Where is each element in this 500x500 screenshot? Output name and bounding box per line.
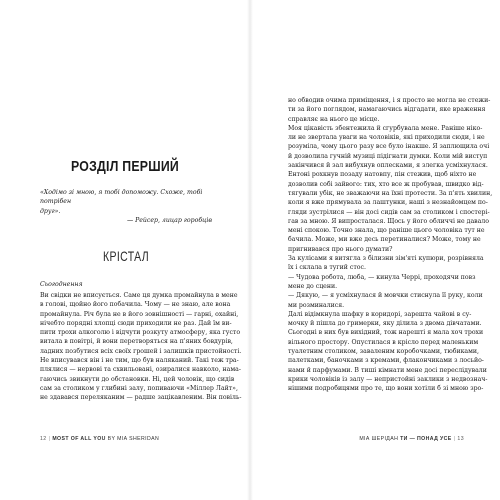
body-line: коли я вже прямувала за лаштунки, наші з незнайомцем по- [288, 199, 488, 207]
body-text [288, 96, 493, 394]
body-line: ми розминалися. [288, 301, 345, 309]
body-line: палетками, баночками з кремами, флакончиками з лосьйо- [288, 357, 484, 365]
chapter-title: РОЗДІЛ ПЕРШИЙ [70, 158, 180, 175]
body-line: гаючись звикнути до обстановки. Ні, цей чоловік, що сидів [40, 375, 235, 383]
body-line: Моя цікавість збентежила й сгурбувала мене. Раніше ніко- [288, 124, 483, 132]
section-subheading: Сьогоднення [40, 281, 83, 288]
body-text [40, 291, 242, 403]
body-line: нічебто порядні хлопці сюди приходили не раз. Дай їм ви- [40, 319, 232, 327]
body-line: промайнула. Річ була не в його зовнішності — гарні, охайні, [40, 310, 239, 318]
epigraph-line: «Ходімо зі мною, я тобі допоможу. Схоже, тобі потрібен [40, 189, 203, 206]
epigraph-attribution: — Рейсер, лицар горобців [126, 217, 212, 224]
body-line: бачила. Може, ми вже десь перетиналися? Може, тому не [288, 236, 481, 244]
body-line: й дозволила гучній музиці підігнати думки. Коли мій виступ [288, 152, 488, 160]
body-line: ти за його поглядом, намагаючись відгадати, яке враження [288, 106, 486, 114]
body-line: Ентоні рохкнув позаду натовпу, пін стежив, щоб ніхто не [288, 171, 477, 179]
body-line: туалетним столиком, заваленим коробочками, тюбиками, [288, 348, 480, 356]
body-line: тягували убік, не зважаючи на їхні протести. За п'ять хвилин, [288, 189, 493, 197]
footer-author: BY MIA SHERIDAN [107, 436, 160, 442]
body-line: їх і склала в тугий стос. [288, 264, 366, 272]
body-line: Далі відімкнула шафку в коридорі, зарешта чайові в су- [288, 310, 472, 318]
body-line: пригнивався про нього думати? [288, 245, 393, 253]
body-line: розуміла, чому цього разу все було інакше. Я заплющила очі [288, 143, 490, 151]
page-footer: 12 | MOST OF ALL YOU BY MIA SHERIDAN [40, 436, 160, 442]
body-line: витала в повітрі, й вони перетворяться на п'яних бовдурів, [40, 338, 233, 346]
body-line: нішими подробицями про те, що вони хотіли б зі мною зро- [288, 385, 484, 393]
body-line: не здавався переляканим — радше зацікавленим. Він повіль- [40, 394, 242, 402]
body-line: но обводив очима приміщення, і я просто не могла не стежи- [288, 97, 491, 104]
body-line: За кулісами я витягла з білизни зім'яті купюри, розрівняла [288, 255, 484, 263]
body-line: дозволив собі зайвого: тих, хто все ж пробував, швидко від- [288, 180, 484, 188]
body-line: Сьогодні в них був вихідний, тож нарешті я мала хоч трохи [288, 329, 484, 337]
body-line: нами й парфумами. В тиші кімнати мене досі переслідували [288, 366, 487, 374]
body-line: Ви свідки не вписується. Саме ця думка промайнула в мене [40, 292, 238, 299]
body-line: пити трохи алкоголю і відчути розкуту атмосферу, яка густо [40, 329, 241, 337]
body-line: сам за столиком у глибині залу, попиваючи «Міллер Лайт», [40, 384, 238, 392]
body-line: гляди зустрілися — він досі сидів сам за столиком і спостері- [288, 208, 490, 216]
body-line: крики чоловіків із залу — непристойні заклики з недвознач- [288, 375, 488, 383]
body-line: — Дякую, — я усміхнулася й мовчки стиснула її руку, коли [288, 292, 483, 300]
right-page [250, 0, 500, 500]
body-line: Не вписувався він і не тим, що був наляканий. Такі теж тра- [40, 357, 239, 365]
footer-book-title: ТИ — ПОНАД УСЕ [400, 436, 452, 442]
epigraph [40, 188, 212, 216]
body-line: справляє на нього це місце. [288, 115, 380, 123]
epigraph-line: друг». [40, 207, 61, 215]
body-line: плялися — нервові та схвильовані, озиралися навколо, нама- [40, 366, 241, 374]
page-footer: МІА ШЕРІДАН ТИ — ПОНАД УСЕ | 13 [359, 436, 464, 442]
body-line: гав за мною. Я випросталася. Щось у його обличчі не давало [288, 217, 489, 225]
footer-book-title: MOST OF ALL YOU [52, 436, 106, 442]
character-heading: КРІСТАЛ [102, 248, 150, 264]
body-line: мені спокою. Точно знала, що раніше цього чоловіка тут не [288, 227, 485, 235]
body-line: мочку й пішла до гримерки, яку ділила з двома дівчатами. [288, 320, 482, 328]
body-line: ли не звертала уваги на чоловіків, які приходили сюди, і не [288, 134, 485, 142]
body-line: закінчився й зал вибухнув оплесками, я злегка усміхнулася. [288, 162, 488, 170]
footer-author: МІА ШЕРІДАН [359, 436, 399, 442]
page-number: 13 [457, 436, 464, 442]
body-line: мене до сцени. [288, 282, 338, 290]
body-line: — Чудова робота, люба, — кинула Черрі, проходячи повз [288, 273, 476, 281]
body-line: вільного простору. Опустилася в крісло перед маленьким [288, 338, 479, 346]
body-line: в голові, щойно його побачила. Чому — не знаю, але вона [40, 301, 231, 309]
body-line: ладних позбутися всіх своїх грошей і залишків пристойності. [40, 347, 242, 355]
page-number: 12 [40, 436, 47, 442]
